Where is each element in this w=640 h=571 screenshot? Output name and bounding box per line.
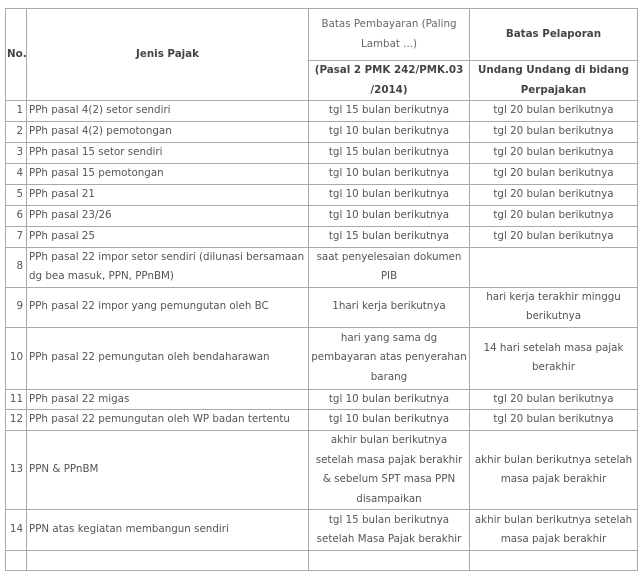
batas-pembayaran-cell: saat penyelesaian dokumen PIB [309,247,470,287]
jenis-pajak-cell: PPh pasal 21 [27,185,309,206]
batas-pembayaran-cell: tgl 10 bulan berikutnya [309,410,470,431]
jenis-pajak-cell: PPh pasal 23/26 [27,206,309,227]
table-row [6,551,638,571]
jenis-pajak-cell: PPh pasal 22 pemungutan oleh bendaharawan [27,327,309,389]
batas-pelaporan-cell: tgl 20 bulan berikutnya [470,101,638,122]
jenis-pajak-cell: PPh pasal 15 setor sendiri [27,143,309,164]
batas-pelaporan-cell: tgl 20 bulan berikutnya [470,164,638,185]
header-no: No. [6,9,27,101]
table-row [6,389,638,410]
batas-pembayaran-cell: 1hari kerja berikutnya [309,287,470,327]
empty-cell [470,551,638,571]
batas-pembayaran-cell: tgl 10 bulan berikutnya [309,122,470,143]
jenis-pajak-cell: PPN & PPnBM [27,431,309,510]
table-row [6,431,638,510]
batas-pelaporan-cell: tgl 20 bulan berikutnya [470,185,638,206]
table-row [6,164,638,185]
row-number: 7 [6,227,27,248]
jenis-pajak-cell: PPh pasal 22 impor setor sendiri (dilunasi bersamaan dg bea masuk, PPN, PPnBM) [27,247,309,287]
batas-pelaporan-cell: 14 hari setelah masa pajak berakhir [470,327,638,389]
row-number: 5 [6,185,27,206]
table-row [6,101,638,122]
jenis-pajak-cell: PPh pasal 22 migas [27,389,309,410]
jenis-pajak-cell: PPh pasal 15 pemotongan [27,164,309,185]
row-number: 6 [6,206,27,227]
row-number: 8 [6,247,27,287]
table-row [6,287,638,327]
row-number: 11 [6,389,27,410]
table-row [6,327,638,389]
jenis-pajak-cell: PPh pasal 22 pemungutan oleh WP badan tertentu [27,410,309,431]
jenis-pajak-cell: PPh pasal 4(2) setor sendiri [27,101,309,122]
batas-pelaporan-cell: tgl 20 bulan berikutnya [470,227,638,248]
batas-pembayaran-cell: akhir bulan berikutnya setelah masa pajak berakhir & sebelum SPT masa PPN disampaikan [309,431,470,510]
batas-pelaporan-cell: tgl 20 bulan berikutnya [470,122,638,143]
header-batas-pembayaran-sub: (Pasal 2 PMK 242/PMK.03 /2014) [309,61,470,101]
row-number: 10 [6,327,27,389]
table-row [6,206,638,227]
table-row [6,410,638,431]
row-number: 2 [6,122,27,143]
empty-cell [309,551,470,571]
batas-pelaporan-cell: tgl 20 bulan berikutnya [470,389,638,410]
table-row [6,510,638,551]
table-row [6,227,638,248]
batas-pembayaran-cell: tgl 10 bulan berikutnya [309,185,470,206]
table-row [6,247,638,287]
table-row [6,185,638,206]
batas-pembayaran-cell: tgl 15 bulan berikutnya [309,143,470,164]
row-number: 14 [6,510,27,551]
batas-pelaporan-cell [470,247,638,287]
batas-pelaporan-cell: hari kerja terakhir minggu berikutnya [470,287,638,327]
batas-pembayaran-cell: tgl 10 bulan berikutnya [309,206,470,227]
batas-pelaporan-cell: akhir bulan berikutnya setelah masa pajak berakhir [470,510,638,551]
row-number: 13 [6,431,27,510]
row-number: 4 [6,164,27,185]
row-number: 1 [6,101,27,122]
batas-pelaporan-cell: tgl 20 bulan berikutnya [470,410,638,431]
row-number: 9 [6,287,27,327]
batas-pembayaran-cell: hari yang sama dg pembayaran atas penyerahan barang [309,327,470,389]
jenis-pajak-cell: PPh pasal 25 [27,227,309,248]
header-batas-pelaporan: Batas Pelaporan [470,9,638,61]
tax-deadline-table [5,8,638,571]
batas-pembayaran-cell: tgl 10 bulan berikutnya [309,164,470,185]
batas-pembayaran-cell: tgl 15 bulan berikutnya [309,227,470,248]
row-number: 12 [6,410,27,431]
header-batas-pembayaran: Batas Pembayaran (Paling Lambat ...) [309,9,470,61]
empty-cell [6,551,27,571]
jenis-pajak-cell: PPh pasal 4(2) pemotongan [27,122,309,143]
table-row [6,122,638,143]
empty-cell [27,551,309,571]
batas-pelaporan-cell: akhir bulan berikutnya setelah masa pajak berakhir [470,431,638,510]
row-number: 3 [6,143,27,164]
batas-pembayaran-cell: tgl 15 bulan berikutnya [309,101,470,122]
batas-pembayaran-cell: tgl 15 bulan berikutnya setelah Masa Pajak berakhir [309,510,470,551]
header-jenis-pajak: Jenis Pajak [27,9,309,101]
jenis-pajak-cell: PPh pasal 22 impor yang pemungutan oleh BC [27,287,309,327]
table-row [6,143,638,164]
header-batas-pelaporan-sub: Undang Undang di bidang Perpajakan [470,61,638,101]
batas-pembayaran-cell: tgl 10 bulan berikutnya [309,389,470,410]
batas-pelaporan-cell: tgl 20 bulan berikutnya [470,206,638,227]
jenis-pajak-cell: PPN atas kegiatan membangun sendiri [27,510,309,551]
batas-pelaporan-cell: tgl 20 bulan berikutnya [470,143,638,164]
